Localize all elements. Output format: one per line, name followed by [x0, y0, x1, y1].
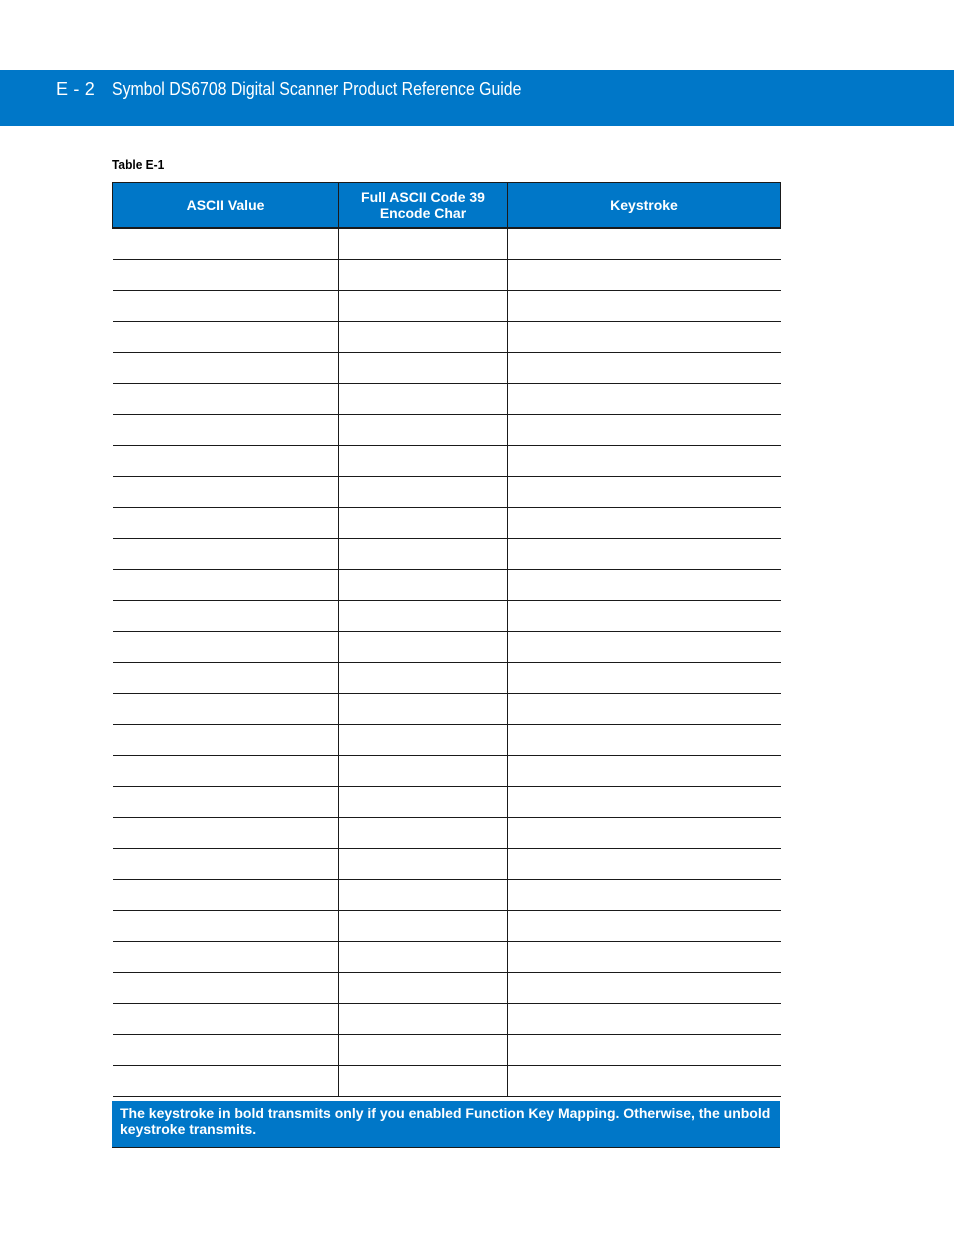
cell-ascii-value — [113, 539, 339, 570]
cell-code39-char — [339, 508, 508, 539]
cell-keystroke — [508, 818, 781, 849]
table-row — [113, 756, 781, 787]
cell-code39-char — [339, 446, 508, 477]
cell-keystroke — [508, 694, 781, 725]
cell-ascii-value — [113, 694, 339, 725]
cell-code39-char — [339, 725, 508, 756]
cell-keystroke — [508, 228, 781, 260]
cell-code39-char — [339, 570, 508, 601]
table-row — [113, 601, 781, 632]
cell-ascii-value — [113, 911, 339, 942]
table-row — [113, 911, 781, 942]
cell-keystroke — [508, 756, 781, 787]
table-row — [113, 508, 781, 539]
table-header-row — [113, 183, 781, 229]
cell-ascii-value — [113, 632, 339, 663]
cell-keystroke — [508, 973, 781, 1004]
cell-ascii-value — [113, 228, 339, 260]
cell-ascii-value — [113, 384, 339, 415]
table-row — [113, 663, 781, 694]
cell-keystroke — [508, 384, 781, 415]
cell-code39-char — [339, 291, 508, 322]
cell-code39-char — [339, 849, 508, 880]
cell-code39-char — [339, 353, 508, 384]
cell-ascii-value — [113, 477, 339, 508]
table-row — [113, 694, 781, 725]
cell-keystroke — [508, 632, 781, 663]
table-row — [113, 446, 781, 477]
cell-ascii-value — [113, 446, 339, 477]
cell-code39-char — [339, 322, 508, 353]
cell-ascii-value — [113, 787, 339, 818]
cell-keystroke — [508, 353, 781, 384]
cell-code39-char — [339, 1035, 508, 1066]
cell-keystroke — [508, 1035, 781, 1066]
cell-code39-char — [339, 1066, 508, 1097]
cell-keystroke — [508, 1066, 781, 1097]
cell-ascii-value — [113, 756, 339, 787]
table-row — [113, 415, 781, 446]
cell-keystroke — [508, 663, 781, 694]
table-row — [113, 260, 781, 291]
table-row — [113, 787, 781, 818]
cell-keystroke — [508, 322, 781, 353]
cell-code39-char — [339, 1004, 508, 1035]
cell-ascii-value — [113, 880, 339, 911]
cell-ascii-value — [113, 849, 339, 880]
table-row — [113, 1004, 781, 1035]
cell-keystroke — [508, 787, 781, 818]
cell-code39-char — [339, 756, 508, 787]
cell-code39-char — [339, 384, 508, 415]
cell-keystroke — [508, 446, 781, 477]
table-row — [113, 322, 781, 353]
table-row — [113, 725, 781, 756]
table-row — [113, 880, 781, 911]
cell-ascii-value — [113, 260, 339, 291]
table-footnote: The keystroke in bold transmits only if you enabled Function Key Mapping. Otherwise, the unbold keystroke transmits. — [112, 1101, 780, 1148]
table-row — [113, 539, 781, 570]
cell-keystroke — [508, 539, 781, 570]
cell-ascii-value — [113, 1004, 339, 1035]
table-row — [113, 942, 781, 973]
cell-ascii-value — [113, 601, 339, 632]
ascii-keystroke-table — [112, 182, 781, 1097]
table-row — [113, 228, 781, 260]
cell-code39-char — [339, 632, 508, 663]
cell-keystroke — [508, 601, 781, 632]
cell-keystroke — [508, 477, 781, 508]
cell-ascii-value — [113, 291, 339, 322]
table-body — [113, 228, 781, 1097]
cell-code39-char — [339, 539, 508, 570]
cell-ascii-value — [113, 353, 339, 384]
page-number: E - 2 — [56, 79, 96, 99]
cell-code39-char — [339, 942, 508, 973]
cell-ascii-value — [113, 818, 339, 849]
cell-keystroke — [508, 415, 781, 446]
cell-code39-char — [339, 787, 508, 818]
cell-code39-char — [339, 415, 508, 446]
cell-code39-char — [339, 818, 508, 849]
cell-keystroke — [508, 911, 781, 942]
table-row — [113, 1066, 781, 1097]
cell-keystroke — [508, 880, 781, 911]
table-row — [113, 1035, 781, 1066]
table-row — [113, 353, 781, 384]
column-header-keystroke: Keystroke — [508, 183, 781, 229]
table-caption: Table E-1 — [112, 157, 165, 172]
table-row — [113, 384, 781, 415]
cell-ascii-value — [113, 942, 339, 973]
cell-code39-char — [339, 694, 508, 725]
document-title: Symbol DS6708 Digital Scanner Product Reference Guide — [112, 79, 522, 99]
cell-keystroke — [508, 260, 781, 291]
cell-ascii-value — [113, 570, 339, 601]
cell-keystroke — [508, 849, 781, 880]
cell-ascii-value — [113, 973, 339, 1004]
table-row — [113, 818, 781, 849]
cell-ascii-value — [113, 663, 339, 694]
cell-keystroke — [508, 725, 781, 756]
column-header-ascii-value: ASCII Value — [113, 183, 339, 229]
table-row — [113, 632, 781, 663]
cell-keystroke — [508, 942, 781, 973]
table-row — [113, 570, 781, 601]
table-row — [113, 849, 781, 880]
cell-ascii-value — [113, 1035, 339, 1066]
cell-keystroke — [508, 570, 781, 601]
cell-ascii-value — [113, 1066, 339, 1097]
cell-keystroke — [508, 508, 781, 539]
table-row — [113, 291, 781, 322]
cell-code39-char — [339, 477, 508, 508]
cell-ascii-value — [113, 508, 339, 539]
cell-code39-char — [339, 663, 508, 694]
cell-keystroke — [508, 291, 781, 322]
cell-code39-char — [339, 601, 508, 632]
cell-ascii-value — [113, 322, 339, 353]
cell-ascii-value — [113, 725, 339, 756]
cell-code39-char — [339, 880, 508, 911]
cell-code39-char — [339, 228, 508, 260]
cell-ascii-value — [113, 415, 339, 446]
table-row — [113, 477, 781, 508]
table-row — [113, 973, 781, 1004]
column-header-code39-char: Full ASCII Code 39 Encode Char — [339, 183, 508, 229]
cell-code39-char — [339, 911, 508, 942]
cell-code39-char — [339, 260, 508, 291]
cell-code39-char — [339, 973, 508, 1004]
cell-keystroke — [508, 1004, 781, 1035]
